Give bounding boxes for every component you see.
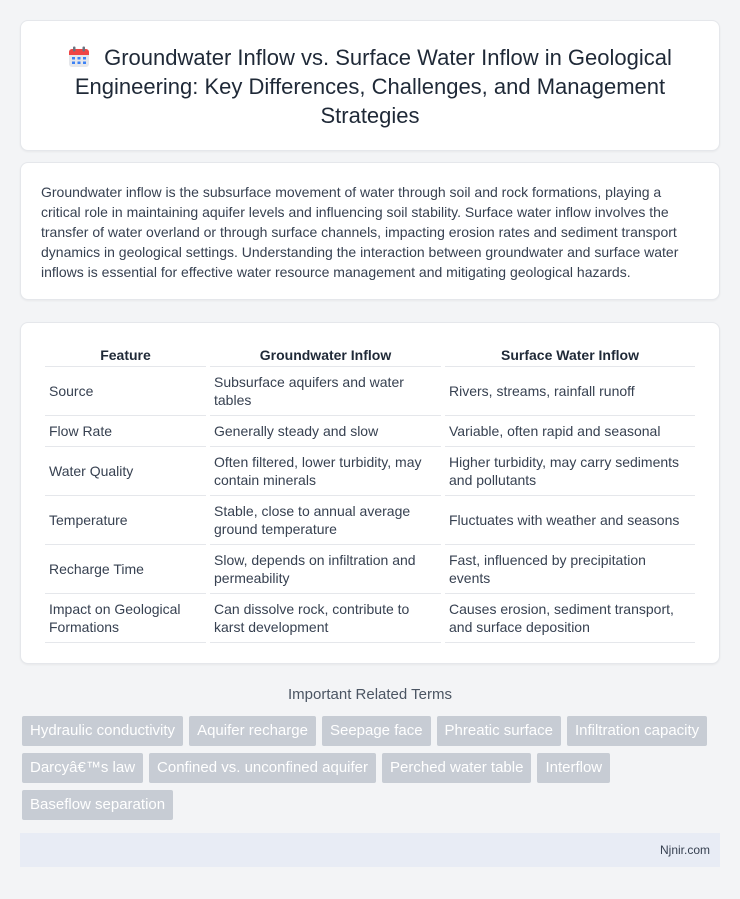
term-tag-darcys-law[interactable]: Darcyâ€™s law [22, 753, 143, 783]
row-groundwater: Subsurface aquifers and water tables [210, 367, 441, 416]
row-groundwater: Generally steady and slow [210, 416, 441, 447]
footer-site-link[interactable]: Njnir.com [659, 843, 710, 857]
row-feature: Impact on Geological Formations [45, 594, 206, 643]
table-row [45, 447, 695, 496]
table-header-row [45, 343, 695, 367]
row-feature: Water Quality [45, 447, 206, 496]
table-row [45, 545, 695, 594]
row-feature: Recharge Time [45, 545, 206, 594]
column-header-groundwater: Groundwater Inflow [210, 343, 441, 367]
term-tag-infiltration-capacity[interactable]: Infiltration capacity [567, 716, 707, 746]
term-tag-hydraulic-conductivity[interactable]: Hydraulic conductivity [22, 716, 183, 746]
page-title-text: Groundwater Inflow vs. Surface Water Inflow in Geological Engineering: Key Differences, Challenges, and Management Strategies [74, 45, 672, 128]
table-row [45, 367, 695, 416]
table-row [45, 496, 695, 545]
row-feature: Temperature [45, 496, 206, 545]
comparison-table-card [20, 322, 720, 664]
term-tag-interflow[interactable]: Interflow [537, 753, 610, 783]
table-row [45, 416, 695, 447]
row-surface-water: Rivers, streams, rainfall runoff [445, 367, 695, 416]
term-tag-aquifer-recharge[interactable]: Aquifer recharge [189, 716, 316, 746]
row-feature: Source [45, 367, 206, 416]
row-surface-water: Higher turbidity, may carry sediments and pollutants [445, 447, 695, 496]
comparison-table [41, 343, 699, 643]
related-terms-list [20, 716, 720, 820]
row-surface-water: Variable, often rapid and seasonal [445, 416, 695, 447]
column-header-feature: Feature [45, 343, 206, 367]
row-surface-water: Causes erosion, sediment transport, and surface deposition [445, 594, 695, 643]
intro-text: Groundwater inflow is the subsurface movement of water through soil and rock formations, playing a critical role in maintaining aquifer levels and influencing soil stability. Surface water inflow involves the transfer of water overland or through surface channels, impacting erosion rates and sediment transport dynamics in geological settings. Understanding the interaction between groundwater and surface water inflows is essential for effective water resource management and mitigating geological hazards. [41, 184, 679, 280]
footer [20, 833, 720, 867]
row-groundwater: Slow, depends on infiltration and permeability [210, 545, 441, 594]
row-surface-water: Fluctuates with weather and seasons [445, 496, 695, 545]
column-header-surface-water: Surface Water Inflow [445, 343, 695, 367]
intro-card [20, 162, 720, 300]
term-tag-baseflow-separation[interactable]: Baseflow separation [22, 790, 173, 820]
row-feature: Flow Rate [45, 416, 206, 447]
table-row [45, 594, 695, 643]
term-tag-phreatic-surface[interactable]: Phreatic surface [437, 716, 561, 746]
related-terms-title: Important Related Terms [288, 686, 452, 703]
term-tag-confined-unconfined-aquifer[interactable]: Confined vs. unconfined aquifer [149, 753, 376, 783]
row-groundwater: Stable, close to annual average ground temperature [210, 496, 441, 545]
row-groundwater: Often filtered, lower turbidity, may contain minerals [210, 447, 441, 496]
page-title [45, 43, 695, 130]
term-tag-seepage-face[interactable]: Seepage face [322, 716, 431, 746]
term-tag-perched-water-table[interactable]: Perched water table [382, 753, 531, 783]
row-surface-water: Fast, influenced by precipitation events [445, 545, 695, 594]
title-card [20, 20, 720, 151]
calendar-icon [68, 46, 90, 68]
row-groundwater: Can dissolve rock, contribute to karst development [210, 594, 441, 643]
